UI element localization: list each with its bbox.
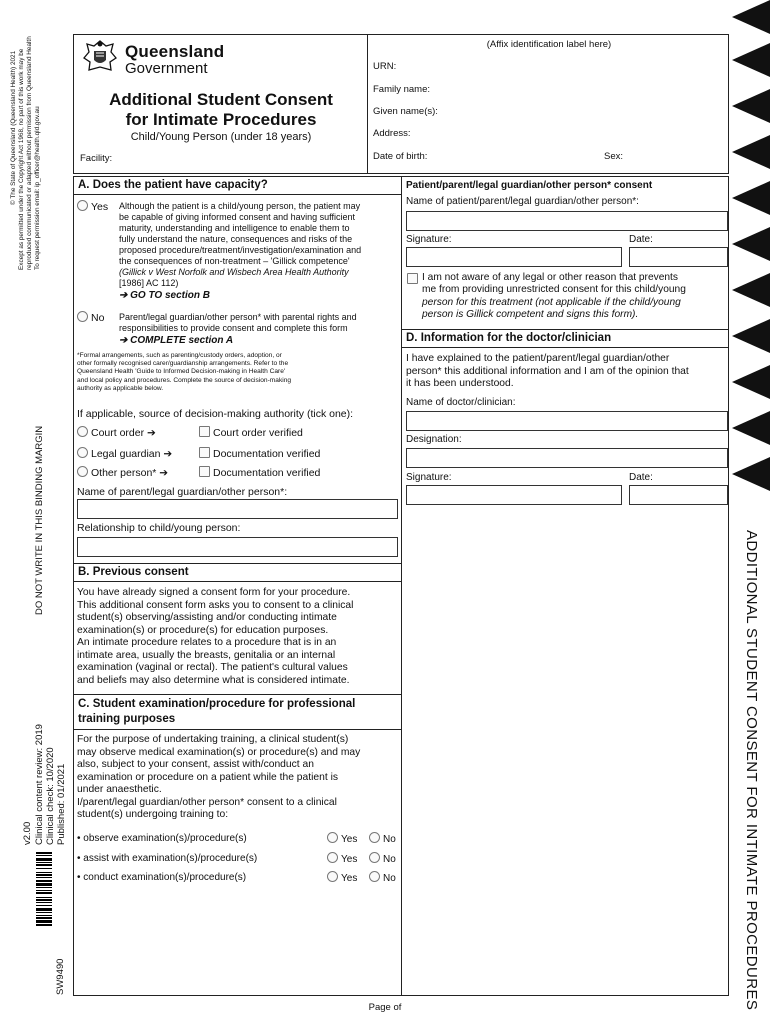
assist-no-radio[interactable] — [369, 852, 380, 863]
other-documentation-label: Documentation verified — [213, 467, 321, 479]
section-c-heading — [73, 694, 402, 730]
designation-field[interactable] — [406, 448, 728, 468]
consent-signature-field[interactable] — [406, 247, 622, 267]
dob-label: Date of birth: — [373, 151, 428, 162]
capacity-no-radio[interactable] — [77, 311, 88, 322]
margin-tab-marker — [732, 227, 770, 261]
yes-text-line: maturity, understanding and intelligence to enable them to — [119, 223, 350, 233]
footnote-line: other formally recognised carer/guardianship arrangements. Refer to the — [77, 360, 289, 368]
assist-no-label: No — [383, 854, 396, 865]
check-text-line: I am not aware of any legal or other reason that prevents — [422, 272, 678, 283]
margin-tab-marker — [732, 89, 770, 123]
margin-tab-marker — [732, 43, 770, 77]
form-code: SW9490 — [55, 958, 66, 995]
barcode — [36, 852, 52, 998]
section-c-line: For the purpose of undertaking training, a clinical student(s) — [77, 734, 349, 745]
training-purpose-text — [77, 734, 399, 822]
section-c-line: I/parent/legal guardian/other person* consent to a clinical — [77, 796, 337, 808]
conduct-item-label: • conduct examination(s)/procedure(s) — [77, 872, 247, 883]
conduct-no-option[interactable] — [369, 871, 396, 884]
relationship-field[interactable] — [77, 537, 398, 557]
brand-line-1: Queensland — [125, 42, 225, 61]
section-b-line: examination(s) or procedure(s) for education purposes. — [77, 624, 329, 636]
footnote-line: and local policy and procedures. Complete the source of decision-making — [77, 376, 292, 384]
facility-label: Facility: — [80, 153, 113, 164]
coat-of-arms-icon — [80, 38, 120, 74]
binding-margin-note: DO NOT WRITE IN THIS BINDING MARGIN — [34, 425, 45, 615]
court-order-verified-label: Court order verified — [213, 427, 303, 439]
footnote-line: Queensland Health 'Guide to Informed Decision-making in Health Care' — [77, 368, 286, 376]
no-text-line: Parent/legal guardian/other person* with parental rights and — [119, 312, 357, 322]
conduct-no-radio[interactable] — [369, 871, 380, 882]
capacity-yes-radio[interactable] — [77, 200, 88, 211]
observe-yes-radio[interactable] — [327, 832, 338, 843]
section-b-line: student(s) observing/assisting and/or conducting intimate — [77, 612, 337, 623]
parent-name-field[interactable] — [77, 499, 398, 519]
footnote-line: *Formal arrangements, such as parenting/custody orders, adoption, or — [77, 352, 282, 359]
form-title-line-2: for Intimate Procedures — [125, 110, 317, 129]
page-number: Page of — [368, 1002, 402, 1013]
brand-line-2: Government — [125, 60, 208, 77]
clinician-explanation-text — [406, 353, 728, 391]
assist-yes-label: Yes — [341, 854, 358, 865]
section-b-line: and beliefs may also determine what is considered intimate. — [77, 674, 350, 686]
observe-yes-label: Yes — [341, 834, 358, 845]
capacity-yes-label: Yes — [91, 201, 109, 213]
other-person-radio[interactable] — [77, 466, 88, 477]
court-order-verified-option[interactable] — [199, 426, 303, 439]
margin-tab-marker — [732, 135, 770, 169]
relationship-label: Relationship to child/young person: — [77, 522, 241, 534]
section-d-line: I have explained to the patient/parent/legal guardian/other — [406, 353, 670, 364]
assist-yes-radio[interactable] — [327, 852, 338, 863]
form-title-line-1: Additional Student Consent — [109, 90, 333, 109]
formal-arrangements-footnote — [77, 352, 397, 393]
assist-no-option[interactable] — [369, 852, 396, 865]
clinician-signature-field[interactable] — [406, 485, 622, 505]
copyright-line-1: © The State of Queensland (Queensland Health) 2021 — [10, 50, 17, 205]
court-order-option[interactable] — [77, 426, 156, 439]
capacity-yes-text — [119, 201, 401, 301]
observe-no-radio[interactable] — [369, 832, 380, 843]
section-c-heading-line-1: C. Student examination/procedure for professional — [78, 698, 356, 710]
designation-label: Designation: — [406, 434, 462, 445]
clinical-check: Clinical check: 10/2020 — [45, 747, 56, 845]
conduct-yes-radio[interactable] — [327, 871, 338, 882]
margin-tab-marker — [732, 365, 770, 399]
goto-section-b: ➔ GO TO section B — [119, 290, 210, 301]
copyright-line-2: Except as permitted under the Copyright Act 1968, no part of this work may be — [18, 48, 25, 270]
court-order-radio[interactable] — [77, 426, 88, 437]
clinician-date-field[interactable] — [629, 485, 728, 505]
urn-label: URN: — [373, 61, 397, 72]
section-c-line: under anaesthetic. — [77, 784, 162, 795]
yes-text-line: fully understand the nature, consequences and risks of the — [119, 234, 353, 244]
check-text-line: person is Gillick competent and signs this form). — [422, 308, 639, 320]
capacity-yes-option[interactable] — [77, 200, 108, 213]
given-names-label: Given name(s): — [373, 106, 438, 117]
consent-signature-label: Signature: — [406, 234, 452, 245]
authority-source-label: If applicable, source of decision-making authority (tick one): — [77, 408, 354, 420]
court-order-verified-checkbox[interactable] — [199, 426, 210, 437]
other-person-option[interactable] — [77, 466, 168, 479]
family-name-label: Family name: — [373, 84, 431, 95]
legal-guardian-option[interactable] — [77, 447, 172, 460]
version: v2.00 — [22, 821, 33, 845]
section-c-heading-line-2: training purposes — [78, 713, 176, 725]
check-text-line: person for this treatment (not applicable if the child/young — [422, 296, 681, 308]
other-documentation-verified-option[interactable] — [199, 466, 320, 479]
yes-text-line: be capable of giving informed consent and having sufficient — [119, 212, 355, 222]
section-c-line: student(s) undergoing training to: — [77, 809, 229, 820]
legal-guardian-radio[interactable] — [77, 447, 88, 458]
legal-guardian-label: Legal guardian ➔ — [91, 448, 173, 460]
margin-tab-marker — [732, 273, 770, 307]
observe-no-label: No — [383, 834, 396, 845]
form-subtitle: Child/Young Person (under 18 years) — [130, 131, 312, 143]
yes-text-line: [1986] AC 112) — [119, 278, 179, 288]
margin-tab-marker — [732, 319, 770, 353]
yes-text-line: (Gillick v West Norfolk and Wisbech Area Health Authority — [119, 267, 349, 277]
affix-label: (Affix identification label here) — [486, 39, 612, 50]
capacity-no-label: No — [91, 312, 105, 324]
conduct-no-label: No — [383, 873, 396, 884]
court-order-label: Court order ➔ — [91, 427, 156, 439]
observe-item-label: • observe examination(s)/procedure(s) — [77, 833, 247, 844]
consent-name-label: Name of patient/parent/legal guardian/other person*: — [406, 196, 639, 207]
section-b-line: This additional consent form asks you to consent to a clinical — [77, 599, 354, 611]
section-b-line: An intimate procedure relates to a procedure that is in an — [77, 637, 337, 648]
yes-text-line: the consequences of non-treatment – 'Gillick competence' — [119, 256, 350, 266]
clinician-date-label: Date: — [629, 472, 653, 483]
yes-text-line: Although the patient is a child/young person, the patient may — [119, 201, 361, 211]
observe-no-option[interactable] — [369, 832, 396, 845]
section-b-line: examination (vaginal or rectal). The patient's cultural values — [77, 662, 348, 673]
copyright-line-4: To request permission email: ip_officer@health.qld.gov.au — [34, 106, 41, 270]
assist-yes-option[interactable] — [327, 852, 357, 865]
clinician-name-label: Name of doctor/clinician: — [406, 397, 516, 408]
column-divider — [401, 176, 402, 996]
form-title — [75, 90, 367, 130]
section-c-line: may observe medical examination(s) or procedure(s) and may — [77, 746, 361, 758]
section-c-line: also, subject to your consent, assist with/conduct an — [77, 759, 314, 770]
header-divider — [367, 34, 368, 174]
no-legal-reason-checkbox[interactable] — [407, 273, 418, 284]
complete-section-a: ➔ COMPLETE section A — [119, 335, 234, 346]
no-legal-reason-text — [422, 272, 728, 321]
consent-date-field[interactable] — [629, 247, 728, 267]
consent-name-field[interactable] — [406, 211, 728, 231]
section-c-line: examination or procedure on a patient while the patient is — [77, 771, 339, 783]
conduct-yes-label: Yes — [341, 873, 358, 884]
clinical-review: Clinical content review: 2019 — [34, 724, 45, 845]
margin-tab-marker — [732, 0, 770, 34]
consent-panel-heading: Patient/parent/legal guardian/other person* consent — [406, 180, 653, 191]
other-person-label: Other person* ➔ — [91, 467, 169, 479]
capacity-no-option[interactable] — [77, 311, 104, 324]
clinician-signature-label: Signature: — [406, 472, 452, 483]
section-b-heading: B. Previous consent — [73, 563, 402, 582]
section-d-line: it has been understood. — [406, 378, 514, 389]
consent-date-label: Date: — [629, 234, 653, 245]
margin-tab-marker — [732, 457, 770, 491]
parent-name-label: Name of parent/legal guardian/other person*: — [77, 486, 288, 498]
footnote-line: authority as applicable below. — [77, 384, 164, 392]
section-d-line: person* this additional information and I am of the opinion that — [406, 365, 689, 377]
copyright-line-3: reproduced communicated or adapted without permission from Queensland Health — [26, 36, 33, 270]
right-margin-title: ADDITIONAL STUDENT CONSENT FOR INTIMATE PROCEDURES — [743, 530, 760, 1011]
assist-item-label: • assist with examination(s)/procedure(s) — [77, 853, 258, 864]
capacity-no-text — [119, 312, 401, 346]
previous-consent-text — [77, 587, 399, 687]
yes-text-line: proposed procedure/treatment/investigation/examination and — [119, 245, 362, 255]
address-label: Address: — [373, 128, 411, 139]
published-date: Published: 01/2021 — [56, 763, 67, 845]
section-a-heading: A. Does the patient have capacity? — [73, 176, 402, 195]
other-documentation-checkbox[interactable] — [199, 466, 210, 477]
check-text-line: me from providing unrestricted consent for this child/young — [422, 284, 686, 296]
section-d-heading: D. Information for the doctor/clinician — [401, 329, 729, 348]
section-b-line: intimate area, usually the breasts, genitalia or an internal — [77, 649, 336, 661]
sex-label: Sex: — [604, 151, 624, 162]
section-b-line: You have already signed a consent form for your procedure. — [77, 587, 351, 598]
margin-tab-marker — [732, 181, 770, 215]
conduct-yes-option[interactable] — [327, 871, 357, 884]
guardian-documentation-checkbox[interactable] — [199, 447, 210, 458]
guardian-documentation-label: Documentation verified — [213, 448, 321, 460]
margin-tab-marker — [732, 411, 770, 445]
observe-yes-option[interactable] — [327, 832, 357, 845]
clinician-name-field[interactable] — [406, 411, 728, 431]
no-text-line: responsibilities to provide consent and complete this form — [119, 323, 348, 333]
guardian-documentation-verified-option[interactable] — [199, 447, 320, 460]
